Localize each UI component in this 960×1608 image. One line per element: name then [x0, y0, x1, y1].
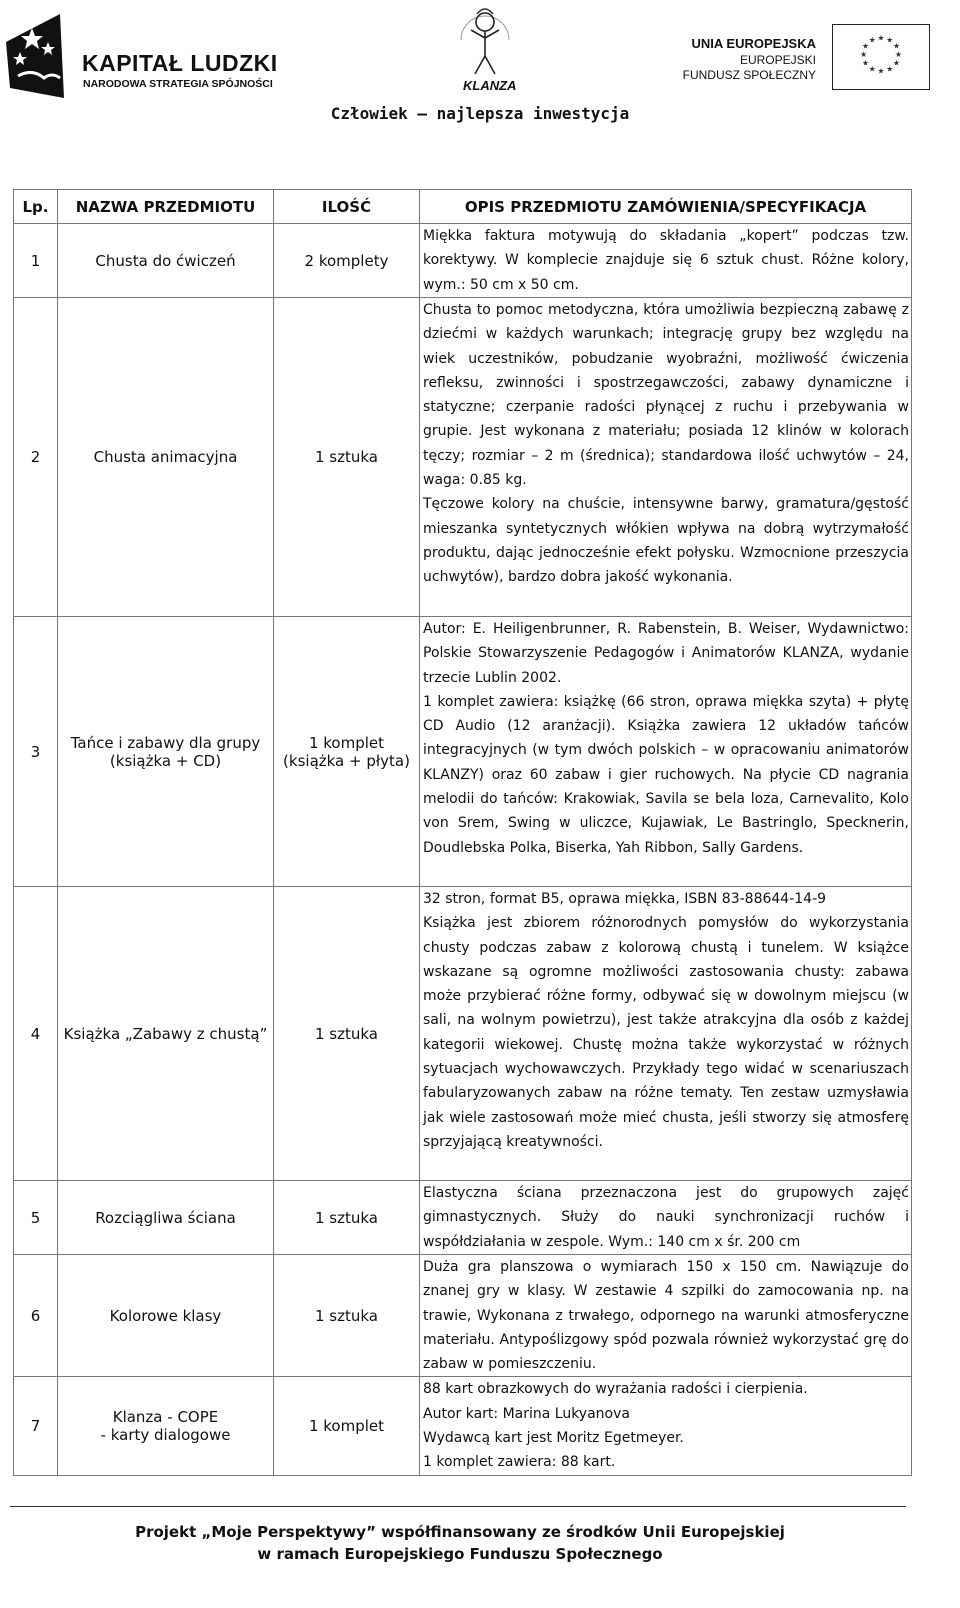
eu-efs-logo [682, 22, 930, 94]
specification-table [13, 189, 912, 1476]
kapital-ludzki-logo [4, 12, 284, 102]
table-row [14, 617, 912, 887]
row-lp: 3 [14, 617, 58, 887]
page-header [0, 0, 960, 140]
row-name: Książka „Zabawy z chustą” [58, 887, 274, 1181]
desc-paragraph: Elastyczna ściana przeznaczona jest do grupowych zajęć gimnastycznych. Służy do nauki synchronizacji ruchów i współdziałania w zespole. Wym.: 140 cm x śr. 200 cm [423, 1185, 909, 1250]
desc-paragraph: 1 komplet zawiera: książkę (66 stron, oprawa miękka szyta) + płytę CD Audio (12 aranżacji). Książka zawiera 12 układów tańców integracyjnych (w tym dwóch polskich – w opracowaniu animatorów KLANZY) oraz 60 zabaw i gier ruchowych. Na płycie CD nagrania melodii do tańców: Krakowiak, Savila se bela loza, Carnevalito, Kolo von Srem, Swing w uliczce, Kujawiak, Le Bastringlo, Specknerin, Doudlebska Polka, Biserka, Yah Ribbon, Sally Gardens. [423, 693, 909, 856]
eu-line-1: UNIA EUROPEJSKA [691, 36, 816, 51]
table-row [14, 1181, 912, 1255]
desc-line: Wydawcą kart jest Moritz Egetmeyer. [423, 1430, 684, 1447]
klanza-wordmark: KLANZA [463, 78, 517, 93]
desc-paragraph: Tęczowe kolory na chuście, intensywne barwy, gramatura/gęstość mieszanka syntetycznych włókien wpływa na dobrą wytrzymałość produktu, dając jednocześnie efekt połysku. Wzmocnione przeszycia uchwytów), bardzo dobra jakość wykonania. [423, 496, 909, 586]
table-row [14, 298, 912, 617]
svg-text:★: ★ [862, 58, 869, 68]
row-name [58, 617, 274, 887]
row-qty [274, 617, 420, 887]
table-row [14, 887, 912, 1181]
eu-flag-icon [832, 24, 930, 90]
row-name: Chusta do ćwiczeń [58, 224, 274, 298]
desc-paragraph: 32 stron, format B5, oprawa miękka, ISBN 83-88644-14-9 [423, 891, 827, 907]
svg-text:★: ★ [868, 35, 876, 45]
desc-line: 1 komplet zawiera: 88 kart. [423, 1454, 616, 1471]
desc-paragraph: Chusta to pomoc metodyczna, która umożliwia bezpieczną zabawę z dziećmi w każdych warunkach; integrację grupy bez względu na wiek uczestników, pobudzanie wyobraźni, możliwość ćwiczenia refleksu, zwinności i spostrzegawczości, zabawy dynamiczne i statyczne; czerpanie radości płynącej z ruchu i przebywania w grupie. Jest wykonana z materiału; posiada 12 klinów w kolorach tęczy; rozmiar – 2 m (średnica); standardowa ilość uchwytów – 24, waga: 0.85 kg. [423, 302, 909, 489]
klanza-logo [455, 0, 515, 95]
row-qty: 1 sztuka [274, 887, 420, 1181]
kapital-ludzki-subtitle: NARODOWA STRATEGIA SPÓJNOŚCI [83, 78, 273, 90]
row-name: Chusta animacyjna [58, 298, 274, 617]
row-name-line: Klanza - COPE [112, 1408, 219, 1427]
row-lp: 5 [14, 1181, 58, 1255]
row-desc [420, 1255, 912, 1377]
row-lp: 7 [14, 1377, 58, 1475]
row-lp: 1 [14, 224, 58, 298]
row-name [58, 1377, 274, 1475]
row-lp: 6 [14, 1255, 58, 1377]
row-desc [420, 224, 912, 298]
desc-paragraph: Książka jest zbiorem różnorodnych pomysłów do wykorzystania chusty podczas zabaw z kolorową chustą i tunelem. W książce wskazane są ogromne możliwości zastosowania chusty: zabawa może przybierać różne formy, odbywać się w dowolnym miejscu (w sali, na wolnym powietrzu), jest także atrakcyjna dla osób z każdej kategorii wiekowej. Chustę można także wykorzystać w różnych sytuacjach wychowawczych. Przykłady tego widać w scenariuszach fabularyzowanych zabaw na różne tematy. Ten zestaw uzmysławia jak wiele zastosowań może mieć chusta, jeśli stworzy się atmosferę sprzyjającą kreatywności. [423, 915, 909, 1150]
table-row [14, 1255, 912, 1377]
svg-text:★: ★ [894, 50, 902, 59]
row-desc [420, 1181, 912, 1255]
row-qty: 1 sztuka [274, 298, 420, 617]
column-header-lp: Lp. [14, 190, 58, 224]
svg-text:★: ★ [886, 35, 894, 45]
row-desc [420, 617, 912, 887]
svg-text:★: ★ [862, 41, 869, 51]
motto: Człowiek – najlepsza inwestycja [330, 104, 630, 123]
klanza-figure-icon [455, 0, 515, 80]
svg-text:★: ★ [893, 58, 900, 68]
row-desc [420, 1377, 912, 1475]
desc-line: Autor kart: Marina Lukyanova [423, 1405, 630, 1422]
row-name-line: (książka + CD) [109, 751, 222, 770]
footer-line-1: Projekt „Moje Perspektywy” współfinansowany ze środków Unii Europejskiej [135, 1523, 785, 1541]
row-name: Kolorowe klasy [58, 1255, 274, 1377]
svg-text:★: ★ [886, 64, 894, 74]
footer-line-2: w ramach Europejskiego Funduszu Społecznego [257, 1545, 663, 1563]
row-qty-line: (książka + płyta) [283, 751, 410, 770]
table-row [14, 1377, 912, 1475]
svg-text:★: ★ [877, 33, 885, 43]
desc-line: 88 kart obrazkowych do wyrażania radości i cierpienia. [423, 1381, 808, 1398]
eu-line-2: EUROPEJSKI [739, 53, 816, 67]
row-name: Rozciągliwa ściana [58, 1181, 274, 1255]
row-qty-line: 1 komplet [308, 733, 385, 752]
svg-text:★: ★ [868, 64, 876, 74]
svg-text:★: ★ [893, 41, 900, 51]
eu-line-3: FUNDUSZ SPOŁECZNY [682, 68, 816, 82]
row-name-line: Tańce i zabawy dla grupy [70, 733, 261, 752]
row-qty: 2 komplety [274, 224, 420, 298]
row-qty: 1 sztuka [274, 1181, 420, 1255]
row-name-line: - karty dialogowe [100, 1426, 231, 1445]
desc-paragraph: Miękka faktura motywują do składania „kopert” podczas tzw. korektywy. W komplecie znajduje się 6 sztuk chust. Różne kolory, wym.: 50 cm x 50 cm. [423, 228, 909, 293]
table-row [14, 224, 912, 298]
page-footer [0, 1521, 920, 1565]
table-header-row [14, 190, 912, 224]
row-qty: 1 sztuka [274, 1255, 420, 1377]
column-header-qty: ILOŚĆ [274, 190, 420, 224]
row-desc [420, 887, 912, 1181]
row-qty: 1 komplet [274, 1377, 420, 1475]
svg-text:★: ★ [860, 50, 868, 59]
row-lp: 4 [14, 887, 58, 1181]
kapital-ludzki-emblem-icon [4, 12, 66, 100]
footer-divider [10, 1506, 906, 1507]
column-header-name: NAZWA PRZEDMIOTU [58, 190, 274, 224]
row-lp: 2 [14, 298, 58, 617]
row-desc [420, 298, 912, 617]
svg-text:★: ★ [877, 66, 885, 76]
desc-paragraph: Autor: E. Heiligenbrunner, R. Rabenstein, B. Weiser, Wydawnictwo: Polskie Stowarzyszenie Pedagogów i Animatorów KLANZA, wydanie trzecie Lublin 2002. [423, 621, 909, 686]
column-header-desc: OPIS PRZEDMIOTU ZAMÓWIENIA/SPECYFIKACJA [420, 190, 912, 224]
desc-paragraph: Duża gra planszowa o wymiarach 150 x 150 cm. Nawiązuje do znanej gry w klasy. W zestawie 4 szpilki do zamocowania np. na trawie, Wykonana z trwałego, odpornego na warunki atmosferyczne materiału. Antypoślizgowy spód pozwala również wykorzystać grę do zabaw w pomieszczeniu. [423, 1259, 909, 1373]
kapital-ludzki-title: KAPITAŁ LUDZKI [82, 50, 278, 76]
